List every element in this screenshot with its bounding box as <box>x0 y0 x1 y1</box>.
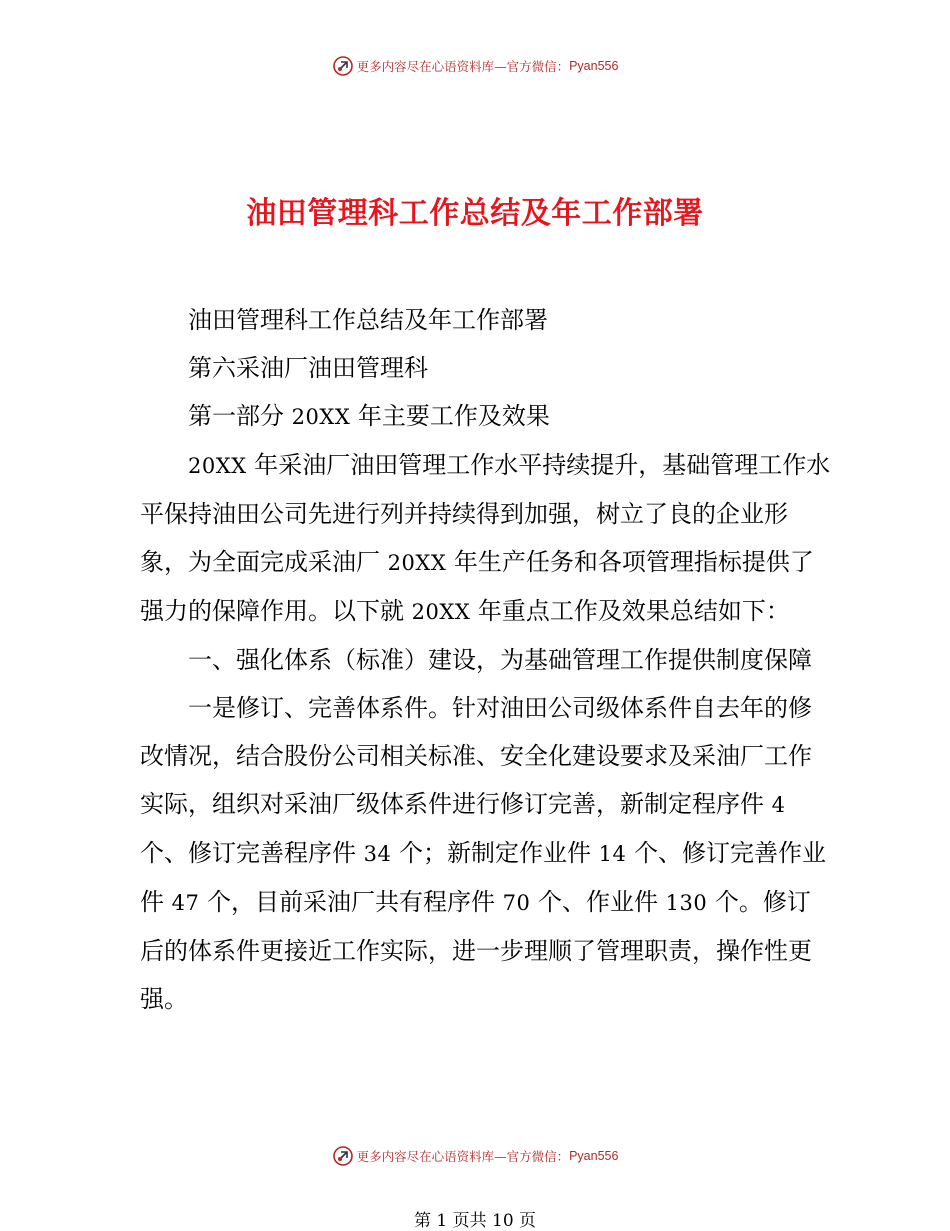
paragraph-text: 个，目前采油厂共有程序件 <box>199 888 503 916</box>
count-number: 70 <box>502 891 531 915</box>
banner-wechat-id: Pyan556 <box>569 1149 619 1163</box>
page-label: 页 <box>519 1211 537 1231</box>
logo-icon <box>332 1145 354 1167</box>
paragraph-text: 个、作业件 <box>530 888 666 916</box>
paragraph-text: 年重点工作及效果总结如下： <box>470 597 790 625</box>
paragraph-text: 个、修订完善作业件 <box>140 839 827 916</box>
banner-text: 更多内容尽在心语资料库—官方微信： <box>356 59 570 74</box>
section-heading: 一、强化体系（标准）建设，为基础管理工作提供制度保障 <box>188 646 812 674</box>
total-pages: 10 <box>492 1211 514 1231</box>
paragraph-text: 年采油厂油田管理工作水平持续提升，基础管理工作水平保持油田公司先进行列并持续得到加强，树立了良的企业形象，为全面完成采油厂 <box>140 451 831 576</box>
footer-banner <box>0 1143 950 1169</box>
paragraph-text: 一是修订、完善体系件。针对油田公司级体系件自去年的修改情况，结合股份公司相关标准、安全化建设要求及采油厂工作实际，组织对采油厂级体系件进行修订完善，新制定程序件 <box>140 694 812 818</box>
paragraph-text: 个；新制定作业件 <box>391 839 599 867</box>
page-number <box>0 1206 950 1231</box>
page-label: 页共 <box>452 1211 487 1231</box>
count-number: 34 <box>363 842 392 866</box>
current-page: 1 <box>436 1211 448 1231</box>
count-number: 4 <box>771 793 786 817</box>
body-subheading: 第六采油厂油田管理科 <box>188 354 428 382</box>
year-number: 20XX <box>291 405 351 429</box>
paragraph <box>140 441 834 636</box>
banner-wechat-id: Pyan556 <box>569 59 619 73</box>
year-number: 20XX <box>188 454 247 478</box>
part-label: 第一部分 <box>188 402 292 430</box>
count-number: 47 <box>171 891 200 915</box>
banner-text: 更多内容尽在心语资料库—官方微信： <box>356 1149 570 1164</box>
count-number: 14 <box>598 842 627 866</box>
paragraph-text: 个。修订后的体系件更接近工作实际，进一步理顺了管理职责，操作性更强。 <box>140 888 812 1013</box>
part-title: 年主要工作及效果 <box>350 402 550 430</box>
year-number: 20XX <box>387 551 447 575</box>
count-number: 130 <box>665 891 708 915</box>
document-body <box>140 296 834 1023</box>
logo-icon <box>332 55 354 77</box>
document-title: 油田管理科工作总结及年工作部署 <box>246 196 704 231</box>
paragraph <box>140 684 834 1023</box>
year-number: 20XX <box>411 600 471 624</box>
paragraph-text: 年生产任务和各项管理指标提供了强力的保障作用。以下就 <box>140 548 814 625</box>
paragraph-text: 个、修订完善程序件 <box>140 839 364 867</box>
part-heading <box>140 392 834 441</box>
body-heading: 油田管理科工作总结及年工作部署 <box>188 306 548 334</box>
page-label: 第 <box>413 1211 431 1231</box>
header-banner <box>0 53 950 79</box>
